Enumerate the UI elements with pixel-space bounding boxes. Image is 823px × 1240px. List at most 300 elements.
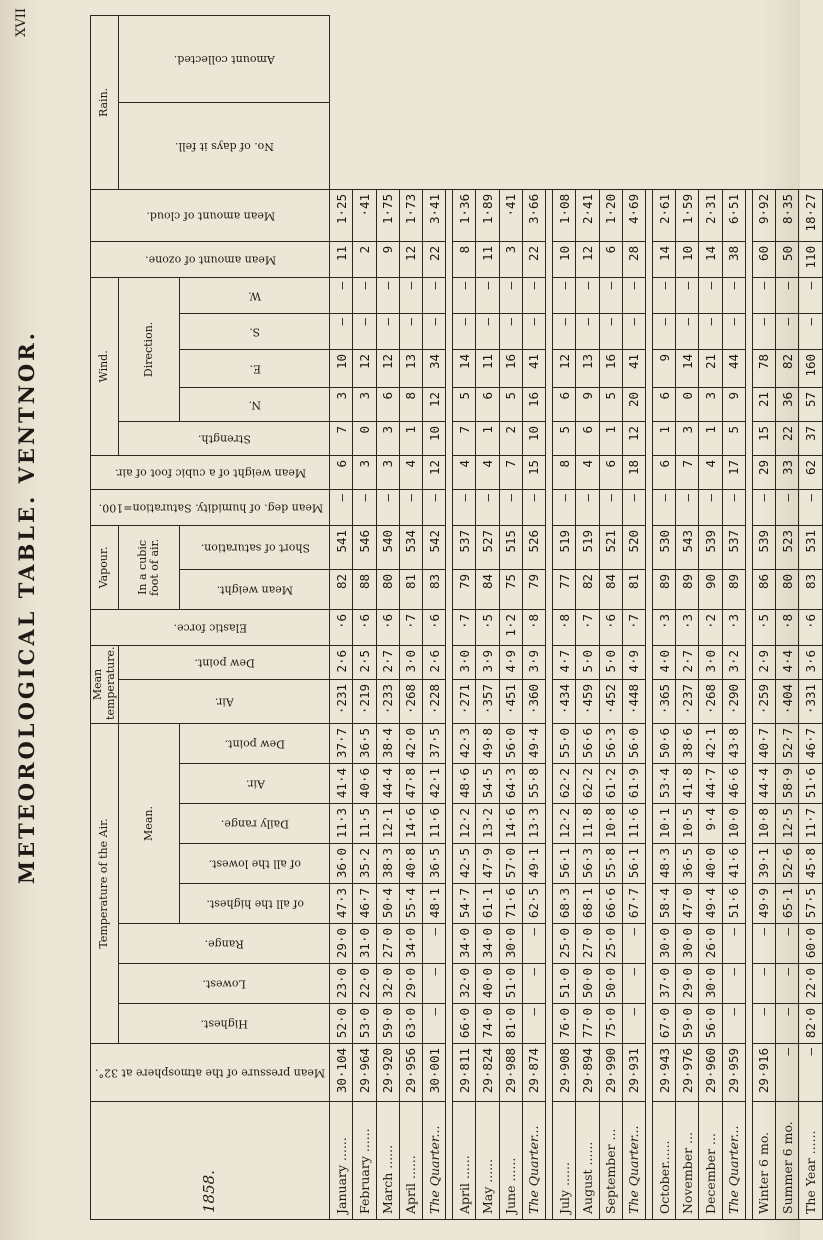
blank-cell: —	[476, 489, 499, 525]
cell-weight: 2·6	[330, 645, 353, 679]
cell-days: 22	[522, 241, 545, 277]
cell-lowest: 51·0	[553, 964, 576, 1004]
month-label: November ...	[676, 1102, 699, 1220]
cell-days: 3	[499, 241, 522, 277]
cell-w: 41	[622, 349, 645, 387]
cell-w: 14	[676, 349, 699, 387]
cell-range: 25·0	[599, 924, 622, 964]
month-label: The Quarter...	[722, 1102, 745, 1220]
cell-dew: 37·7	[330, 723, 353, 763]
cell-weight: 3·9	[522, 645, 545, 679]
cell-highest: 75·0	[599, 1004, 622, 1044]
cell-highest: —	[422, 1004, 445, 1044]
cell-short: ·5	[752, 609, 775, 645]
blank-cell: —	[752, 313, 775, 349]
cell-lowest: 32·0	[453, 964, 476, 1004]
cell-cubic: 543	[676, 525, 699, 569]
cell-humidity: 82	[576, 569, 599, 609]
cell-lowest: 40·0	[476, 964, 499, 1004]
cell-daily: 12·2	[553, 804, 576, 844]
cell-dew: 36·5	[353, 723, 376, 763]
cell-daily: 11·5	[353, 804, 376, 844]
cell-amount: 1·89	[476, 189, 499, 241]
blank-cell: —	[599, 277, 622, 313]
table-body	[330, 16, 822, 1220]
lowest-header: Lowest.	[119, 964, 330, 1004]
cell-mean_high: 65·1	[776, 884, 799, 924]
cell-elastic: ·228	[422, 679, 445, 723]
cell-highest: 52·0	[330, 1004, 353, 1044]
cell-s: 6	[376, 387, 399, 421]
cell-elastic: ·459	[576, 679, 599, 723]
blank-cell: —	[499, 489, 522, 525]
cell-w: 11	[476, 349, 499, 387]
cell-amount: 1·75	[376, 189, 399, 241]
mean-highest-header: of all the highest.	[180, 884, 330, 924]
cell-short: ·7	[399, 609, 422, 645]
cell-weight: 2·9	[752, 645, 775, 679]
month-label: Summer 6 mo.	[776, 1102, 799, 1220]
cell-humidity: 84	[476, 569, 499, 609]
row-separator-cell	[645, 189, 652, 1219]
cell-dew: 56·3	[599, 723, 622, 763]
cell-short: 1·2	[499, 609, 522, 645]
cell-amount: 1·25	[330, 189, 353, 241]
cell-w: 12	[376, 349, 399, 387]
cell-cubic: 541	[330, 525, 353, 569]
table-row	[376, 16, 399, 1220]
cell-daily: 12·2	[453, 804, 476, 844]
cell-highest: 59·0	[376, 1004, 399, 1044]
cell-e: 1	[399, 421, 422, 455]
cell-cubic: 531	[799, 525, 822, 569]
table-row	[652, 16, 675, 1220]
cell-short: ·8	[553, 609, 576, 645]
cell-lowest: 50·0	[576, 964, 599, 1004]
cell-lowest: 50·0	[599, 964, 622, 1004]
cell-daily: 11·3	[330, 804, 353, 844]
blank-cell: —	[353, 313, 376, 349]
blank-cell: —	[652, 489, 675, 525]
cell-pressure: 30·104	[330, 1044, 353, 1102]
cell-cubic: 526	[522, 525, 545, 569]
cell-mean_low: 56·3	[576, 844, 599, 884]
cell-amount: ·41	[499, 189, 522, 241]
blank-cell: —	[622, 277, 645, 313]
blank-cell: —	[376, 489, 399, 525]
table-header	[91, 16, 330, 1220]
cell-mean_high: 57·5	[799, 884, 822, 924]
cell-e: 15	[752, 421, 775, 455]
cell-days: 110	[799, 241, 822, 277]
cell-s: 5	[499, 387, 522, 421]
cell-highest: 67·0	[652, 1004, 675, 1044]
cell-dew: 42·1	[699, 723, 722, 763]
table-row	[522, 16, 545, 1220]
mean-temperature-group-header: Mean temperature.	[91, 645, 119, 723]
blank-cell: —	[722, 489, 745, 525]
cell-cubic: 534	[399, 525, 422, 569]
cell-mean_high: 55·4	[399, 884, 422, 924]
cell-cubic: 519	[553, 525, 576, 569]
blank-cell: —	[376, 277, 399, 313]
cell-mean_low: 56·1	[622, 844, 645, 884]
row-separator	[446, 16, 453, 1220]
cell-highest: —	[722, 1004, 745, 1044]
cell-weight: 3·0	[453, 645, 476, 679]
month-label: The Year ......	[799, 1102, 822, 1220]
cell-humidity: 86	[752, 569, 775, 609]
cell-mean_high: 49·4	[699, 884, 722, 924]
daily-range-header: Daily range.	[180, 804, 330, 844]
wind-w-header: W.	[180, 277, 330, 313]
cell-days: 10	[553, 241, 576, 277]
cell-mean_high: 46·7	[353, 884, 376, 924]
cell-air: 54·5	[476, 764, 499, 804]
cell-range: 30·0	[499, 924, 522, 964]
cell-short: ·7	[576, 609, 599, 645]
cell-cubic: 520	[622, 525, 645, 569]
cell-weight: 4·9	[499, 645, 522, 679]
cell-days: 6	[599, 241, 622, 277]
cell-highest: 74·0	[476, 1004, 499, 1044]
cell-mean_high: 51·6	[722, 884, 745, 924]
blank-cell: —	[422, 489, 445, 525]
cell-days: 12	[576, 241, 599, 277]
cell-cubic: 530	[652, 525, 675, 569]
cell-daily: 13·3	[522, 804, 545, 844]
blank-cell: —	[722, 277, 745, 313]
cell-amount: 1·20	[599, 189, 622, 241]
cell-e: 3	[676, 421, 699, 455]
blank-cell: —	[330, 489, 353, 525]
cell-air: 44·4	[376, 764, 399, 804]
cell-amount: 1·59	[676, 189, 699, 241]
cell-w: 13	[399, 349, 422, 387]
cell-air: 51·6	[799, 764, 822, 804]
cell-lowest: 30·0	[699, 964, 722, 1004]
cell-lowest: 23·0	[330, 964, 353, 1004]
cell-dew: 56·0	[622, 723, 645, 763]
cell-cubic: 537	[453, 525, 476, 569]
blank-cell: —	[553, 313, 576, 349]
range-header: Range.	[119, 924, 330, 964]
highest-header: Highest.	[119, 1004, 330, 1044]
cell-days: 28	[622, 241, 645, 277]
cell-pressure: 29·811	[453, 1044, 476, 1102]
cell-elastic: ·365	[652, 679, 675, 723]
cell-n: 29	[752, 455, 775, 489]
table-row	[699, 16, 722, 1220]
cell-elastic: ·268	[699, 679, 722, 723]
cell-air: 62·2	[576, 764, 599, 804]
cell-humidity: 89	[676, 569, 699, 609]
cell-highest: 81·0	[499, 1004, 522, 1044]
row-separator-cell	[446, 189, 453, 1219]
cell-cubic: 519	[576, 525, 599, 569]
cell-weight: 3·2	[722, 645, 745, 679]
cell-air: 44·4	[752, 764, 775, 804]
cell-elastic: ·231	[330, 679, 353, 723]
cell-daily: 10·0	[722, 804, 745, 844]
month-label: April ......	[453, 1102, 476, 1220]
cell-s: 8	[399, 387, 422, 421]
cell-amount: ·41	[353, 189, 376, 241]
cell-e: 5	[553, 421, 576, 455]
cell-daily: 10·8	[752, 804, 775, 844]
cell-amount: 1·08	[553, 189, 576, 241]
cell-mean_low: 49·1	[522, 844, 545, 884]
cell-pressure: 29·959	[722, 1044, 745, 1102]
blank-cell: —	[453, 277, 476, 313]
cell-amount: 3·66	[522, 189, 545, 241]
cell-n: 4	[476, 455, 499, 489]
mean-dew-header: Dew point.	[180, 723, 330, 763]
cell-elastic: ·331	[799, 679, 822, 723]
table-row	[676, 16, 699, 1220]
elastic-force-header: Elastic force.	[91, 609, 330, 645]
running-title: METEOROLOGICAL TABLE. VENTNOR.	[14, 330, 39, 885]
cell-highest: 66·0	[453, 1004, 476, 1044]
cell-air: 41·8	[676, 764, 699, 804]
cell-highest: —	[622, 1004, 645, 1044]
cell-w: 34	[422, 349, 445, 387]
table-row	[499, 16, 522, 1220]
cell-air: 42·1	[422, 764, 445, 804]
cell-mean_low: 40·8	[399, 844, 422, 884]
cell-daily: 11·7	[799, 804, 822, 844]
cell-daily: 10·1	[652, 804, 675, 844]
cell-short: ·2	[699, 609, 722, 645]
cell-mean_high: 66·6	[599, 884, 622, 924]
cell-s: 36	[776, 387, 799, 421]
cell-pressure: 29·943	[652, 1044, 675, 1102]
cell-mean_high: 49·9	[752, 884, 775, 924]
cell-pressure: 29·920	[376, 1044, 399, 1102]
month-label: The Quarter...	[422, 1102, 445, 1220]
blank-cell: —	[699, 489, 722, 525]
cell-n: 3	[353, 455, 376, 489]
cell-cubic: 546	[353, 525, 376, 569]
vapour-cubic-header: In a cubic foot of air.	[119, 525, 180, 609]
wind-n-header: N.	[180, 387, 330, 421]
cell-s: 5	[453, 387, 476, 421]
cell-days: 60	[752, 241, 775, 277]
month-label: March ......	[376, 1102, 399, 1220]
cell-elastic: ·360	[522, 679, 545, 723]
cell-e: 6	[576, 421, 599, 455]
cell-s: 57	[799, 387, 822, 421]
cell-mean_high: 47·0	[676, 884, 699, 924]
cell-cubic: 537	[722, 525, 745, 569]
cell-w: 10	[330, 349, 353, 387]
cell-dew: 49·8	[476, 723, 499, 763]
cell-mean_high: 67·7	[622, 884, 645, 924]
cell-air: 40·6	[353, 764, 376, 804]
cell-dew: 55·0	[553, 723, 576, 763]
cell-mean_low: 45·8	[799, 844, 822, 884]
cell-mean_low: 36·5	[676, 844, 699, 884]
blank-cell: —	[799, 313, 822, 349]
cell-w: 82	[776, 349, 799, 387]
cell-n: 4	[699, 455, 722, 489]
cell-s: 6	[652, 387, 675, 421]
cell-w: 160	[799, 349, 822, 387]
cell-range: 34·0	[399, 924, 422, 964]
cell-daily: 13·2	[476, 804, 499, 844]
cell-days: 8	[453, 241, 476, 277]
cell-s: 5	[599, 387, 622, 421]
cell-mean_high: 61·1	[476, 884, 499, 924]
cell-range: —	[422, 924, 445, 964]
cell-w: 12	[553, 349, 576, 387]
cell-elastic: ·219	[353, 679, 376, 723]
cell-mean_low: 47·9	[476, 844, 499, 884]
cell-mean_high: 68·1	[576, 884, 599, 924]
cell-range: 30·0	[676, 924, 699, 964]
cell-cubic: 539	[699, 525, 722, 569]
cell-elastic: ·271	[453, 679, 476, 723]
cell-air: 58·9	[776, 764, 799, 804]
cell-air: 48·6	[453, 764, 476, 804]
cell-s: 20	[622, 387, 645, 421]
table-row	[799, 16, 822, 1220]
cell-n: 7	[676, 455, 699, 489]
cell-dew: 42·0	[399, 723, 422, 763]
cell-range: —	[776, 924, 799, 964]
cell-amount: 2·41	[576, 189, 599, 241]
cell-mean_low: 48·3	[652, 844, 675, 884]
cell-dew: 50·6	[652, 723, 675, 763]
cell-short: ·6	[353, 609, 376, 645]
table-row	[453, 16, 476, 1220]
cell-w: 78	[752, 349, 775, 387]
cell-highest: 63·0	[399, 1004, 422, 1044]
table-row	[399, 16, 422, 1220]
blank-cell: —	[422, 277, 445, 313]
cell-mean_low: 36·5	[422, 844, 445, 884]
month-label: October......	[652, 1102, 675, 1220]
cell-n: 4	[453, 455, 476, 489]
cell-air: 55·8	[522, 764, 545, 804]
cell-short: ·6	[330, 609, 353, 645]
cell-lowest: 29·0	[676, 964, 699, 1004]
cell-highest: 76·0	[553, 1004, 576, 1044]
cell-mean_high: 47·3	[330, 884, 353, 924]
cell-amount: 9·92	[752, 189, 775, 241]
cell-days: 10	[676, 241, 699, 277]
cell-humidity: 81	[399, 569, 422, 609]
cell-n: 4	[399, 455, 422, 489]
cell-dew: 46·7	[799, 723, 822, 763]
cell-short: ·6	[422, 609, 445, 645]
ozone-header: Mean amount of ozone.	[91, 241, 330, 277]
cell-lowest: 29·0	[399, 964, 422, 1004]
row-separator-cell	[546, 189, 553, 1219]
table-row	[353, 16, 376, 1220]
cell-lowest: 32·0	[376, 964, 399, 1004]
blank-cell: —	[599, 489, 622, 525]
cell-pressure: 29·976	[676, 1044, 699, 1102]
cell-elastic: ·233	[376, 679, 399, 723]
cell-days: 2	[353, 241, 376, 277]
cell-n: 6	[599, 455, 622, 489]
cell-elastic: ·237	[676, 679, 699, 723]
cell-e: 1	[652, 421, 675, 455]
cell-weight: 4·4	[776, 645, 799, 679]
cell-highest: 53·0	[353, 1004, 376, 1044]
cell-cubic: 523	[776, 525, 799, 569]
cell-mean_low: 38·3	[376, 844, 399, 884]
cell-dew: 49·4	[522, 723, 545, 763]
cell-lowest: 22·0	[799, 964, 822, 1004]
cell-amount: 3·41	[422, 189, 445, 241]
blank-cell: —	[776, 277, 799, 313]
cell-w: 13	[576, 349, 599, 387]
cell-mean_low: 39·1	[752, 844, 775, 884]
cell-range: —	[722, 924, 745, 964]
cell-weight: 2·7	[676, 645, 699, 679]
blank-cell: —	[553, 489, 576, 525]
cell-range: 34·0	[453, 924, 476, 964]
cell-w: 21	[699, 349, 722, 387]
mean-lowest-header: of all the lowest.	[180, 844, 330, 884]
table-row	[576, 16, 599, 1220]
cell-short: ·8	[776, 609, 799, 645]
vapour-group-header: Vapour.	[91, 525, 119, 609]
cell-amount: 2·31	[699, 189, 722, 241]
blank-cell: —	[522, 489, 545, 525]
cell-air: 61·2	[599, 764, 622, 804]
cell-short: ·3	[722, 609, 745, 645]
row-separator	[745, 16, 752, 1220]
cell-mean_high: 71·6	[499, 884, 522, 924]
meteorological-table-container	[90, 15, 818, 1220]
cell-pressure: 29·916	[752, 1044, 775, 1102]
cell-n: 3	[376, 455, 399, 489]
blank-cell: —	[422, 313, 445, 349]
cell-mean_low: 36·0	[330, 844, 353, 884]
cell-lowest: —	[776, 964, 799, 1004]
cell-daily: 9·4	[699, 804, 722, 844]
cell-range: 27·0	[576, 924, 599, 964]
month-label: February ......	[353, 1102, 376, 1220]
blank-cell: —	[376, 313, 399, 349]
cell-air: 46·6	[722, 764, 745, 804]
mean-air-header: Air.	[180, 764, 330, 804]
cell-dew: 40·7	[752, 723, 775, 763]
cell-daily: 14·6	[399, 804, 422, 844]
cell-weight: 3·0	[699, 645, 722, 679]
cell-w: 16	[599, 349, 622, 387]
humidity-header: Mean deg. of humidity. Saturation=100.	[91, 489, 330, 525]
cell-amount: 4·69	[622, 189, 645, 241]
cell-n: 18	[622, 455, 645, 489]
cell-s: 0	[676, 387, 699, 421]
cell-mean_high: 54·7	[453, 884, 476, 924]
cell-amount: 1·36	[453, 189, 476, 241]
cell-e: 1	[476, 421, 499, 455]
cell-mean_low: 42·5	[453, 844, 476, 884]
cell-range: 26·0	[699, 924, 722, 964]
cell-highest: —	[752, 1004, 775, 1044]
cell-mean_high: 50·4	[376, 884, 399, 924]
cell-cubic: 542	[422, 525, 445, 569]
cell-e: 7	[330, 421, 353, 455]
cell-highest: 56·0	[699, 1004, 722, 1044]
table-row	[553, 16, 576, 1220]
cell-s: 6	[476, 387, 499, 421]
